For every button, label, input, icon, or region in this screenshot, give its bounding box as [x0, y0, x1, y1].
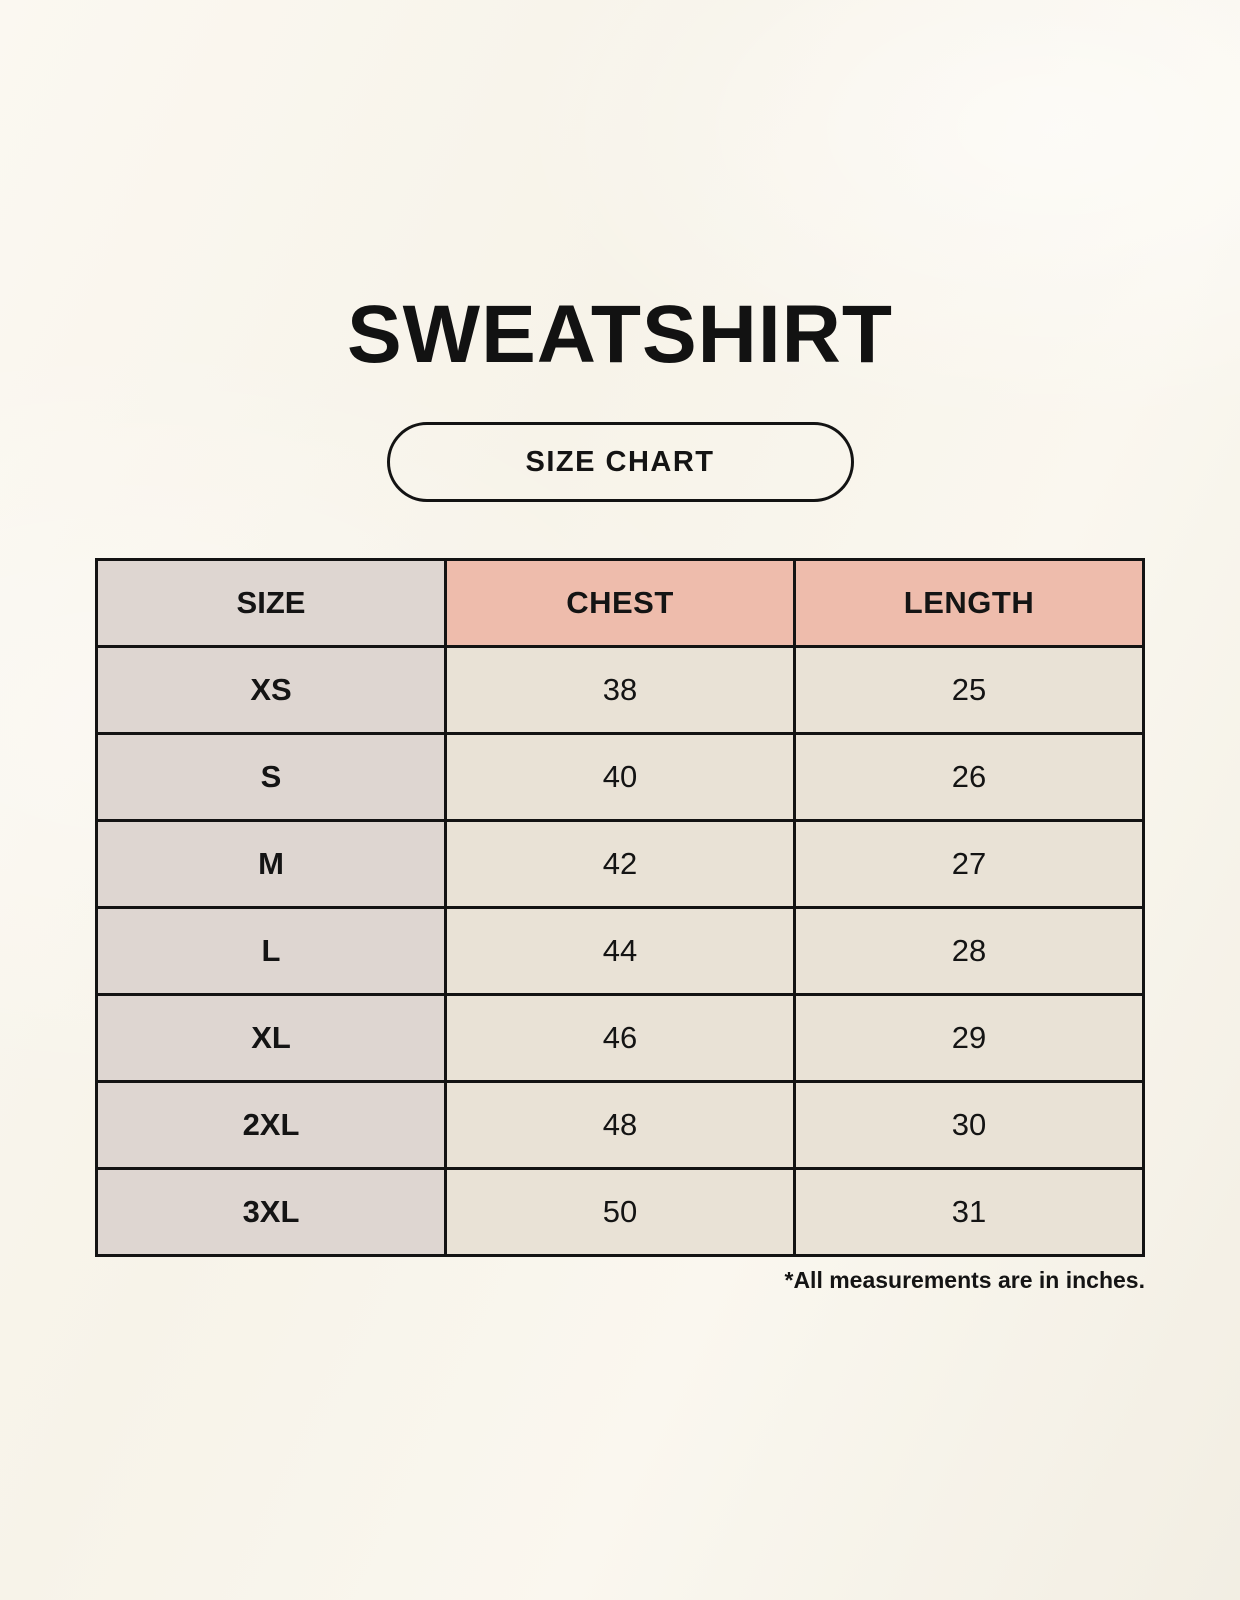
- length-value: 27: [795, 821, 1144, 908]
- size-label: 3XL: [97, 1169, 446, 1256]
- size-label: L: [97, 908, 446, 995]
- chest-value: 46: [446, 995, 795, 1082]
- length-value: 30: [795, 1082, 1144, 1169]
- chest-value: 48: [446, 1082, 795, 1169]
- length-value: 25: [795, 647, 1144, 734]
- size-chart-badge: [387, 422, 854, 502]
- size-label: 2XL: [97, 1082, 446, 1169]
- size-chart-table: [95, 558, 1145, 1257]
- length-value: 26: [795, 734, 1144, 821]
- table-row: [97, 647, 1144, 734]
- table-row: [97, 1082, 1144, 1169]
- column-header-length: LENGTH: [795, 560, 1144, 647]
- chest-value: 38: [446, 647, 795, 734]
- column-header-size: SIZE: [97, 560, 446, 647]
- chest-value: 44: [446, 908, 795, 995]
- table-row: [97, 734, 1144, 821]
- table-row: [97, 821, 1144, 908]
- size-label: XS: [97, 647, 446, 734]
- size-chart-badge-label: SIZE CHART: [525, 445, 715, 478]
- size-chart-badge-container: [0, 422, 1240, 502]
- size-label: S: [97, 734, 446, 821]
- chest-value: 40: [446, 734, 795, 821]
- chest-value: 42: [446, 821, 795, 908]
- column-header-chest: CHEST: [446, 560, 795, 647]
- page-title: SWEATSHIRT: [346, 289, 893, 380]
- table-header-row: [97, 560, 1144, 647]
- size-label: M: [97, 821, 446, 908]
- table-row: [97, 908, 1144, 995]
- size-label: XL: [97, 995, 446, 1082]
- length-value: 29: [795, 995, 1144, 1082]
- length-value: 31: [795, 1169, 1144, 1256]
- table-row: [97, 995, 1144, 1082]
- table-row: [97, 1169, 1144, 1256]
- chest-value: 50: [446, 1169, 795, 1256]
- length-value: 28: [795, 908, 1144, 995]
- measurements-footnote: *All measurements are in inches.: [784, 1267, 1145, 1293]
- size-chart-table-container: [95, 558, 1145, 1257]
